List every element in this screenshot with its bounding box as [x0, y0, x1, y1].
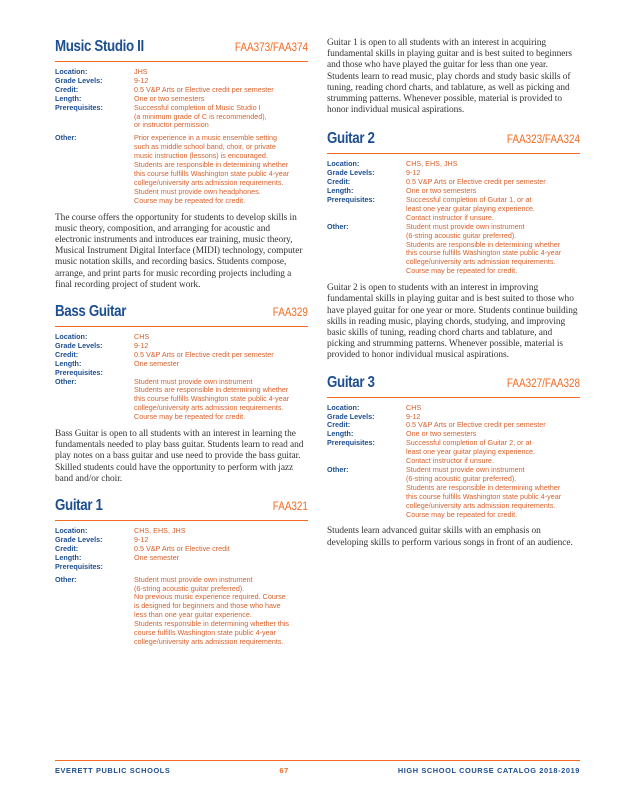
other-line: Students responsible in determining whether this [134, 619, 290, 629]
other-value [134, 134, 308, 205]
grade-value: 9-12 [406, 411, 421, 421]
other-line: college/university arts admission requirements. [134, 177, 284, 187]
prereq-line: (a minimum grade of C is recommended), [134, 111, 267, 121]
credit-label: Credit: [55, 543, 79, 553]
other-line: this course fulfills Washington state public 4-year [406, 248, 562, 258]
left-column [55, 38, 308, 659]
prereq-value [406, 196, 580, 223]
course-header [327, 374, 580, 398]
grade-label: Grade Levels: [327, 168, 375, 178]
other-line: Course may be repeated for credit. [406, 509, 518, 519]
grade-label: Grade Levels: [55, 340, 103, 350]
location-label: Location: [55, 67, 88, 76]
course-header [327, 130, 580, 154]
course-code: FAA327/FAA328 [506, 377, 580, 390]
other-line: Student must provide own headphones. [134, 186, 261, 196]
prereq-line: Successful completion of Guitar 2, or at [406, 438, 532, 448]
course-guitar-3 [327, 374, 580, 549]
prereq-line: Successful completion of Music Studio I [134, 102, 261, 112]
course-code: FAA321 [272, 501, 308, 514]
other-line: Student must provide own instrument [134, 376, 253, 386]
location-value: CHS [134, 332, 150, 342]
course-title: Bass Guitar [55, 303, 127, 321]
grade-value: 9-12 [134, 535, 149, 544]
location-value: CHS [406, 402, 422, 412]
other-line: (6-string acoustic guitar preferred). [406, 473, 517, 483]
other-label: Other: [55, 574, 77, 584]
course-code: FAA323/FAA324 [506, 134, 580, 147]
credit-value: 0.5 V&P Arts or Elective credit per semester [134, 349, 274, 359]
other-value [134, 576, 308, 647]
prereq-line: Contact instructor if unsure. [406, 456, 494, 466]
credit-label: Credit: [55, 349, 79, 359]
other-line: Student must provide own instrument [406, 221, 525, 231]
course-title: Music Studio II [55, 38, 144, 55]
course-code: FAA329 [272, 307, 308, 320]
prereq-value [134, 563, 308, 572]
course-description: Students learn advanced guitar skills with an emphasis on developing skills to perform various songs in front of an audience. [327, 526, 573, 548]
other-line: this course fulfills Washington state public 4-year [134, 168, 290, 178]
prereq-value [134, 104, 308, 131]
prereq-line: least one year guitar playing experience. [406, 203, 536, 213]
other-value [134, 378, 308, 423]
credit-value: 0.5 V&P Arts or Elective credit per semester [406, 177, 546, 187]
course-description: Bass Guitar is open to all students with an interest in learning the fundamentals needed to play bass guitar. Students learn to read and play notes on a bass guitar and use need to provide the bass guitar. Skilled students could have the opportunity to perform with jazz band and/or choir. [55, 429, 304, 484]
grade-label: Grade Levels: [55, 535, 103, 544]
other-label: Other: [327, 464, 349, 474]
other-value [406, 466, 580, 519]
other-line: Students are responsible in determining whether [406, 482, 561, 492]
prereq-label: Prerequisites: [55, 367, 103, 377]
other-line: Prior experience in a music ensemble setting [134, 133, 278, 143]
length-value: One semester [134, 358, 180, 368]
course-title: Guitar 3 [327, 373, 375, 391]
other-label: Other: [55, 376, 77, 386]
grade-label: Grade Levels: [327, 411, 375, 421]
guitar-1-description: Guitar 1 is open to all students with an interest in acquiring fundamental skills in playing guitar and is best suited to beginners and those who have played the guitar for less than one year. Students learn to read music, play chords and study basic skills of tuning, reading chord charts, and tablature, as well as picking and strumming patterns. Whenever possible, material is provided to honor individual musical aspirations. [327, 38, 572, 116]
other-line: less than one year guitar experience. [134, 610, 252, 620]
course-title: Guitar 1 [55, 497, 103, 515]
course-guitar-1 [55, 497, 308, 647]
other-line: Course may be repeated for credit. [134, 195, 246, 205]
course-bass-guitar [55, 303, 308, 485]
other-line: (6-string acoustic guitar preferred). [406, 230, 517, 240]
prereq-line: Successful completion of Guitar 1, or at [406, 195, 532, 205]
location-value: CHS, EHS, JHS [406, 159, 458, 169]
location-value: CHS, EHS, JHS [134, 526, 186, 536]
other-line: Course may be repeated for credit. [406, 266, 518, 276]
other-line: Student must provide own instrument [134, 574, 253, 584]
course-guitar-2 [327, 130, 580, 361]
prereq-value [406, 439, 580, 466]
other-label: Other: [327, 221, 349, 231]
course-code: FAA373/FAA374 [234, 42, 308, 54]
other-line: such as middle school band, choir, or private [134, 142, 276, 152]
other-line: No previous music experience required. Course [134, 592, 286, 602]
other-line: music instruction (lessons) is encouraged. [134, 151, 268, 161]
length-value: One or two semesters [406, 186, 477, 196]
length-label: Length: [327, 429, 354, 439]
course-info [327, 160, 580, 276]
page-number: 67 [279, 766, 289, 775]
credit-value: 0.5 V&P Arts or Elective credit per semester [406, 420, 546, 430]
course-header [55, 497, 308, 521]
location-label: Location: [327, 159, 360, 169]
other-line: this course fulfills Washington state public 4-year [406, 491, 562, 501]
other-line: (6-string acoustic guitar preferred). [134, 583, 245, 593]
other-line: Course may be repeated for credit. [134, 412, 246, 422]
prereq-label: Prerequisites: [55, 102, 103, 112]
grade-value: 9-12 [134, 75, 149, 85]
prereq-line: Contact instructor if unsure. [406, 212, 494, 222]
other-line: college/university arts admission requirements. [406, 500, 556, 510]
course-info [55, 68, 308, 206]
location-label: Location: [55, 526, 88, 536]
length-label: Length: [55, 552, 82, 562]
course-description: The course offers the opportunity for students to develop skills in music theory, composition, and arranging for acoustic and electronic instruments and introduces ear training, music theory, Musical Instrument Digital Interface (MIDI) technology, computer music notation skills, and recording basics. Students compose, arrange, and print parts for music recording projects including a final recording project of student work. [55, 212, 303, 290]
length-value: One or two semesters [134, 93, 205, 103]
other-line: this course fulfills Washington state public 4-year [134, 394, 290, 404]
credit-label: Credit: [55, 84, 79, 94]
credit-value: 0.5 V&P Arts or Elective credit [134, 543, 230, 553]
length-label: Length: [55, 93, 82, 103]
other-line: course fulfills Washington state public 4-year [134, 628, 276, 638]
prereq-label: Prerequisites: [327, 195, 375, 205]
other-line: is designed for beginners and those who have [134, 601, 281, 611]
length-value: One semester [134, 552, 180, 562]
page-footer [55, 760, 580, 775]
grade-value: 9-12 [406, 168, 421, 178]
course-header [55, 303, 308, 327]
right-column [327, 38, 580, 561]
length-label: Length: [327, 186, 354, 196]
other-line: Students are responsible in determining whether [134, 160, 289, 170]
prereq-label: Prerequisites: [327, 438, 375, 448]
course-description: Guitar 2 is open to students with an interest in improving fundamental skills in playing guitar and is best suited to those who have played guitar for one year or more. Students continue building skills in reading music, playing chords, studying, and improving basic skills of tuning, reading chord charts and tablature, and picking and strumming patterns. Whenever possible, material is provided to honor individual musical aspirations. [327, 283, 578, 361]
course-info [327, 404, 580, 520]
footer-district: EVERETT PUBLIC SCHOOLS [55, 766, 171, 775]
prereq-line: least one year guitar playing experience. [406, 447, 536, 457]
course-music-studio-2 [55, 38, 308, 291]
footer-catalog: HIGH SCHOOL COURSE CATALOG 2018-2019 [397, 766, 580, 775]
prereq-label: Prerequisites: [55, 561, 103, 571]
course-header [55, 38, 308, 62]
prereq-line: or instructor permission [134, 120, 209, 130]
course-info [55, 527, 308, 647]
other-label: Other: [55, 133, 77, 143]
credit-label: Credit: [327, 420, 351, 430]
other-line: college/university arts admission requirements. [134, 403, 284, 413]
other-line: college/university arts admission requirements. [406, 257, 556, 267]
other-line: Students are responsible in determining whether [406, 239, 561, 249]
location-label: Location: [55, 332, 88, 342]
grade-value: 9-12 [134, 340, 149, 350]
course-info [55, 333, 308, 422]
other-line: college/university arts admission requirements. [134, 636, 284, 646]
other-line: Students are responsible in determining whether [134, 385, 289, 395]
other-value [406, 223, 580, 276]
course-title: Guitar 2 [327, 130, 375, 148]
location-value: JHS [134, 67, 148, 76]
grade-label: Grade Levels: [55, 75, 103, 85]
location-label: Location: [327, 402, 360, 412]
length-label: Length: [55, 358, 82, 368]
other-line: Student must provide own instrument [406, 464, 525, 474]
length-value: One or two semesters [406, 429, 477, 439]
credit-label: Credit: [327, 177, 351, 187]
credit-value: 0.5 V&P Arts or Elective credit per semester [134, 84, 274, 94]
